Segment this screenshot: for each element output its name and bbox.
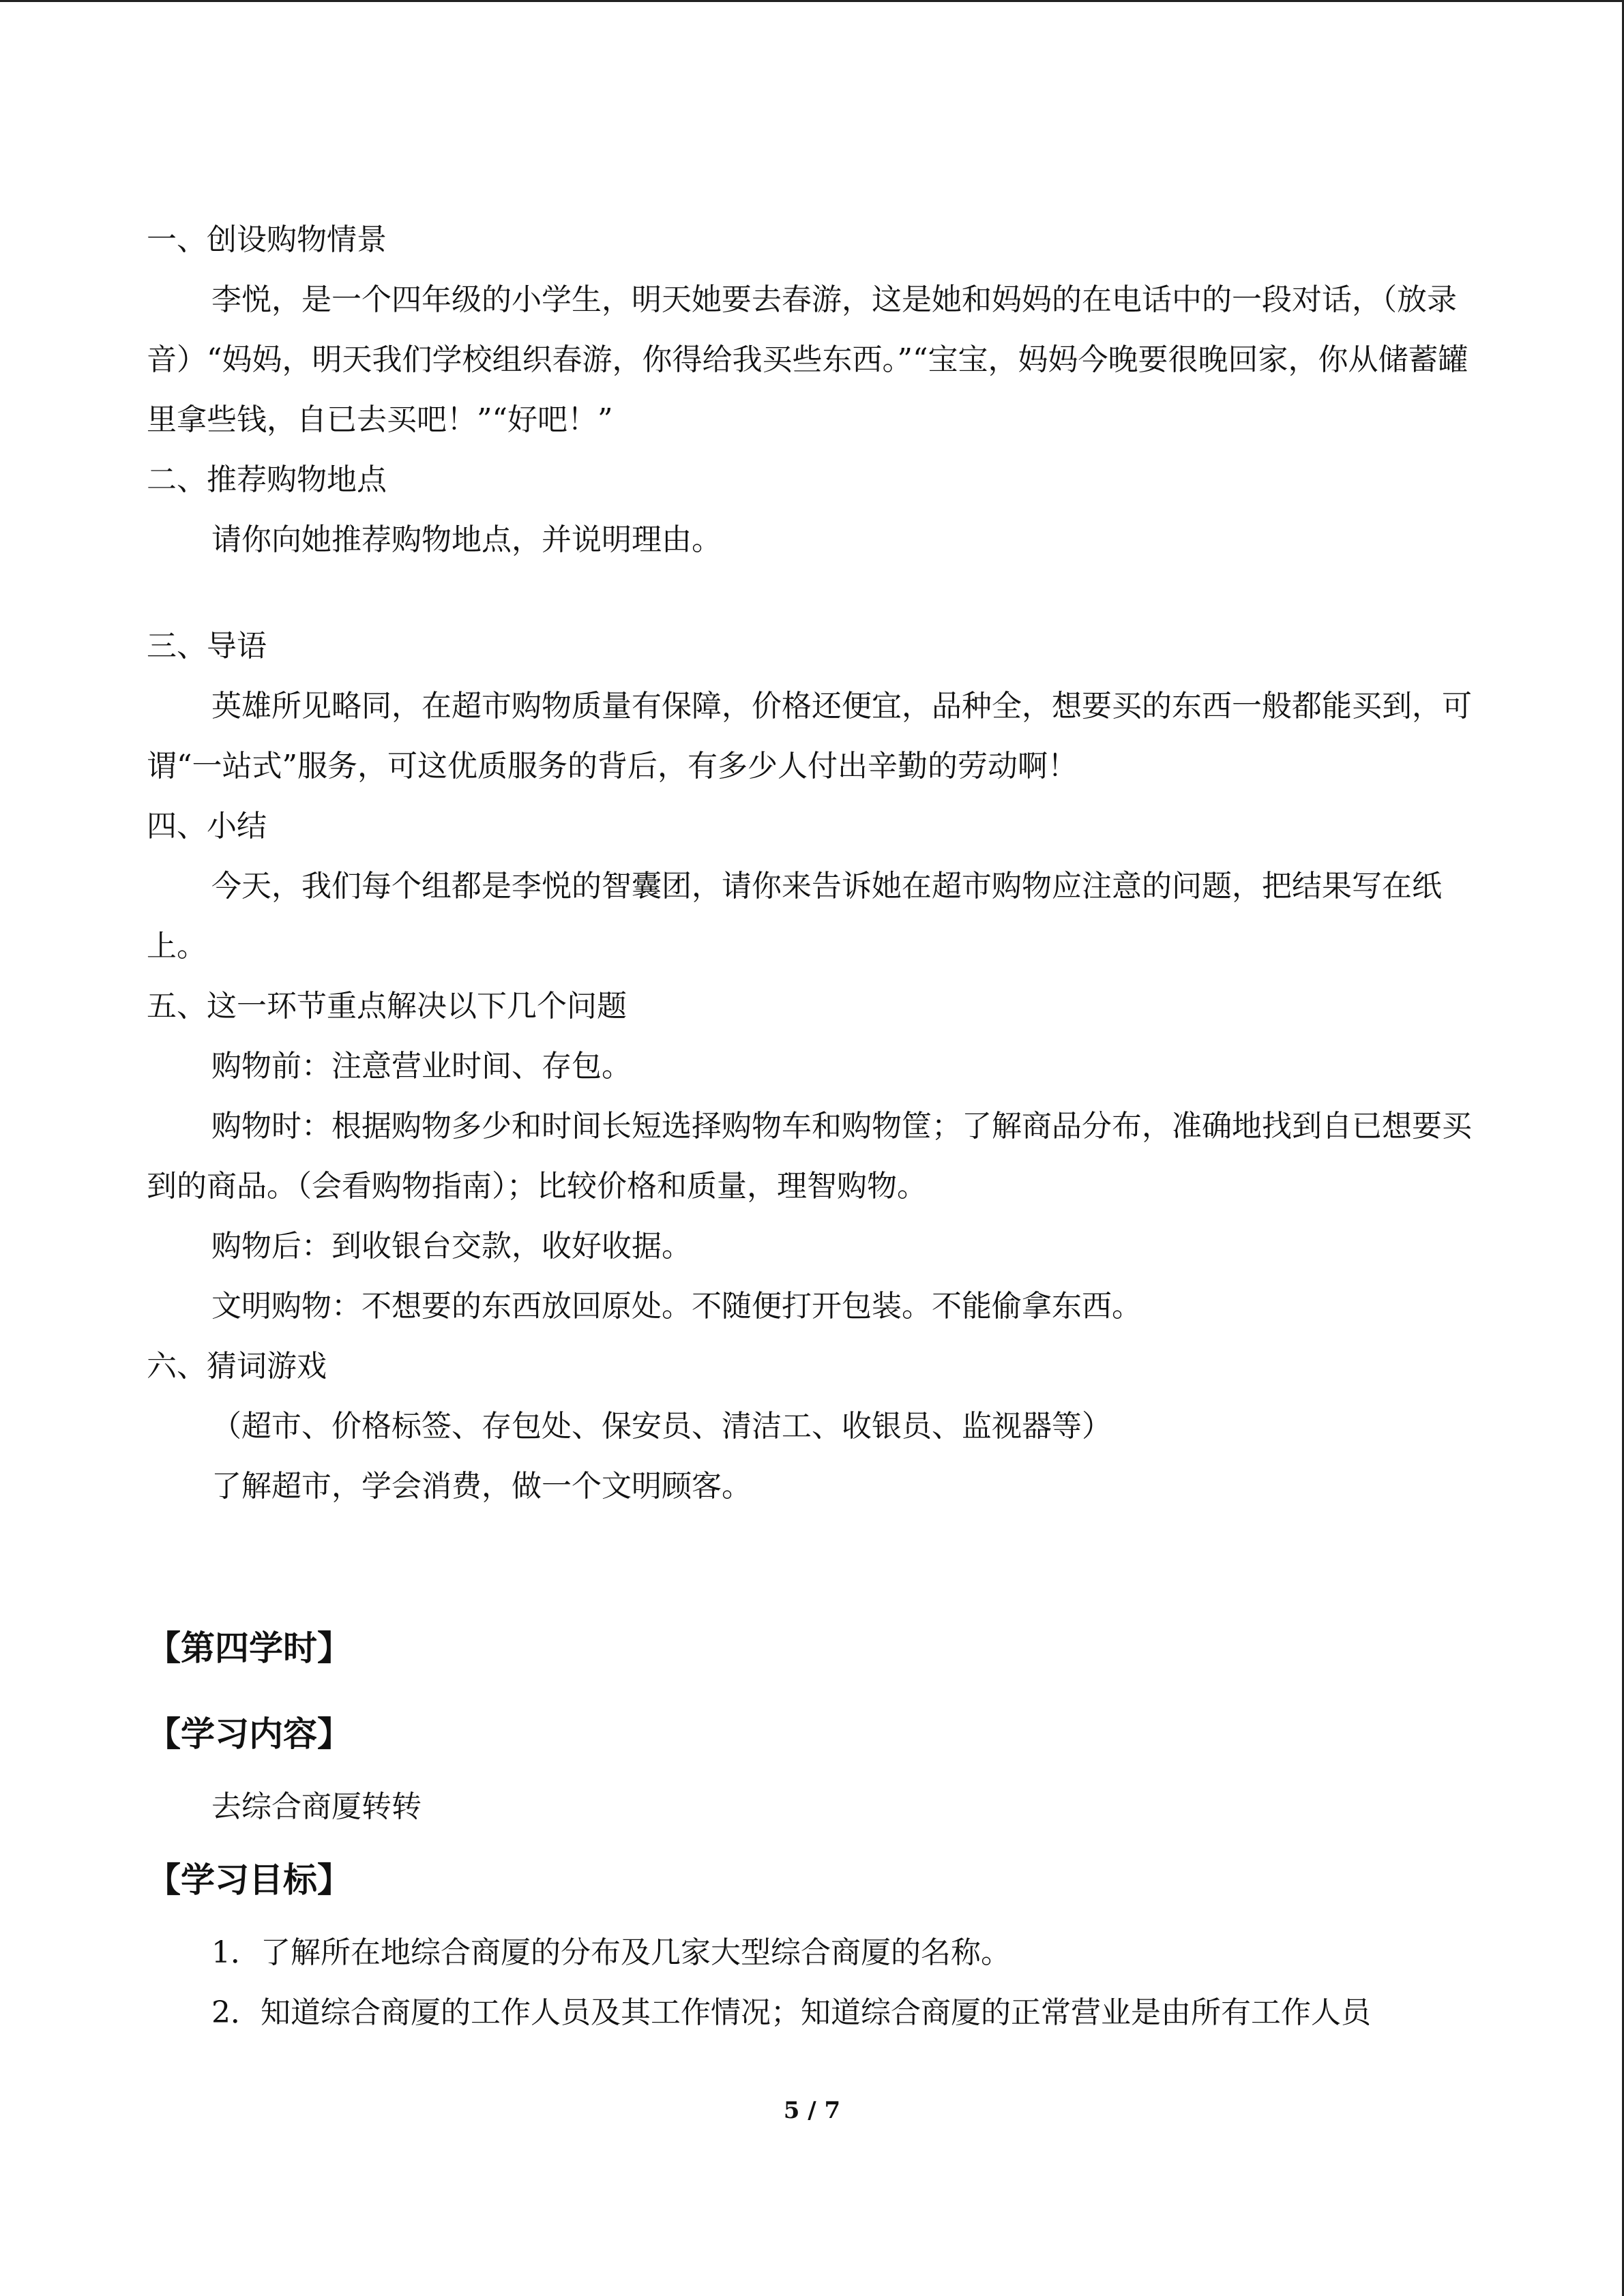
section-heading-1: 一、创设购物情景 (147, 222, 387, 257)
spacer (147, 1517, 1480, 1605)
section-heading-3: 三、导语 (147, 629, 267, 664)
paragraph-during-shopping: 购物时：根据购物多少和时间长短选择购物车和购物筐；了解商品分布，准确地找到自已想要买到的商品。（会看购物指南）；比较价格和质量，理智购物。 (147, 1109, 1472, 1204)
section-heading-6: 六、猜词游戏 (147, 1349, 327, 1384)
section-heading-5: 五、这一环节重点解决以下几个问题 (147, 989, 627, 1024)
paragraph-word-list: （超市、价格标签、存包处、保安员、清洁工、收银员、监视器等） (211, 1409, 1112, 1444)
lesson-heading: 【第四学时】 (147, 1628, 351, 1668)
goals-heading: 【学习目标】 (147, 1860, 351, 1900)
page-content (147, 210, 1480, 2043)
paragraph-summary: 今天，我们每个组都是李悦的智囊团，请你来告诉她在超市购物应注意的问题，把结果写在纸上。 (147, 869, 1442, 964)
paragraph-recommend: 请你向她推荐购物地点，并说明理由。 (211, 522, 722, 557)
paragraph-dialogue: 李悦，是一个四年级的小学生，明天她要去春游，这是她和妈妈的在电话中的一段对话，（放录音）“妈妈，明天我们学校组织春游，你得给我买些东西。”“宝宝，妈妈今晚要很晚回家，你从储蓄罐里拿些钱，自已去买吧！”“好吧！” (147, 282, 1468, 437)
content-text: 去综合商厦转转 (211, 1789, 422, 1824)
paragraph-after-shopping: 购物后：到收银台交款，收好收据。 (211, 1229, 692, 1264)
section-heading-4: 四、小结 (147, 809, 267, 844)
page-number: 5 / 7 (783, 2097, 841, 2124)
paragraph-intro: 英雄所见略同，在超市购物质量有保障，价格还便宜，品种全，想要买的东西一般都能买到，可谓“一站式”服务，可这优质服务的背后，有多少人付出辛勤的劳动啊！ (147, 689, 1472, 784)
spacer (147, 570, 1480, 616)
paragraph-before-shopping: 购物前：注意营业时间、存包。 (211, 1049, 632, 1084)
goal-item-2: 2．知道综合商厦的工作人员及其工作情况；知道综合商厦的正常营业是由所有工作人员 (211, 1995, 1371, 2030)
section-heading-2: 二、推荐购物地点 (147, 462, 387, 497)
goal-item-1: 1．了解所在地综合商厦的分布及几家大型综合商厦的名称。 (211, 1935, 1011, 1970)
paragraph-civil-shopping: 文明购物：不想要的东西放回原处。不随便打开包装。不能偷拿东西。 (211, 1289, 1142, 1324)
page-border-top (0, 0, 1624, 2)
content-heading: 【学习内容】 (147, 1714, 351, 1754)
paragraph-conclusion: 了解超市，学会消费，做一个文明顾客。 (211, 1469, 752, 1504)
